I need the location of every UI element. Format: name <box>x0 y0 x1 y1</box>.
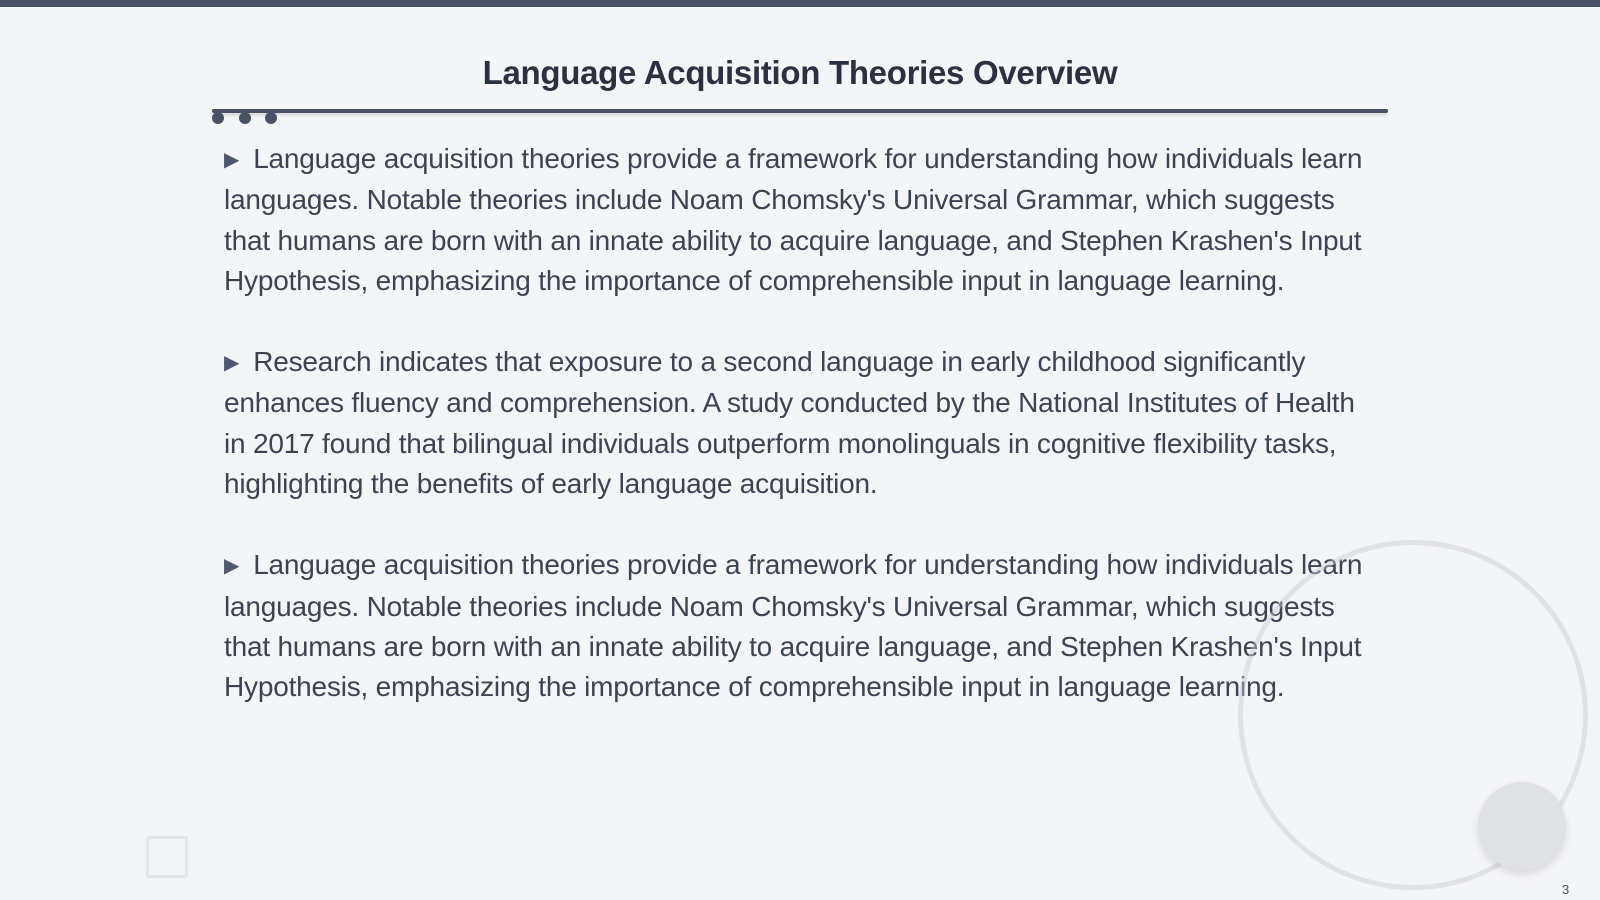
bullet-text: Language acquisition theories provide a framework for understanding how individuals learn languages. Notable theories include Noam Chomsky's Universal Grammar, which suggests that humans are born with an innate ability to acquire language, and Stephen Krashen's Input Hypothesis, emphasizing the importance of comprehensible input in language learning. <box>224 143 1363 296</box>
bullet-arrow-icon: ▶ <box>224 149 240 171</box>
decorative-dot <box>212 112 224 124</box>
decorative-dot <box>265 112 277 124</box>
bullet-text: Research indicates that exposure to a second language in early childhood significantly enhances fluency and comprehension. A study conducted by the National Institutes of Health in 2017 found that bilingual individuals outperform monolinguals in cognitive flexibility tasks, highlighting the benefits of early language acquisition. <box>224 346 1355 500</box>
bullet-item <box>224 342 1374 504</box>
bullet-item <box>224 139 1374 301</box>
bullet-item <box>224 545 1374 707</box>
bullet-arrow-icon: ▶ <box>224 352 240 375</box>
slide-title: Language Acquisition Theories Overview <box>482 54 1118 91</box>
decorative-dot <box>239 112 251 124</box>
page-number: 3 <box>1562 882 1570 897</box>
decorative-square <box>146 836 188 878</box>
top-accent-bar <box>0 0 1600 7</box>
bullet-arrow-icon: ▶ <box>224 555 240 578</box>
bullet-list <box>224 139 1374 749</box>
title-underline <box>212 109 1388 113</box>
decorative-circle <box>1478 782 1566 870</box>
bullet-text: Language acquisition theories provide a framework for understanding how individuals learn languages. Notable theories include Noam Chomsky's Universal Grammar, which suggests that humans are born with an innate ability to acquire language, and Stephen Krashen's Input Hypothesis, emphasizing the importance of comprehensible input in language learning. <box>224 549 1363 703</box>
